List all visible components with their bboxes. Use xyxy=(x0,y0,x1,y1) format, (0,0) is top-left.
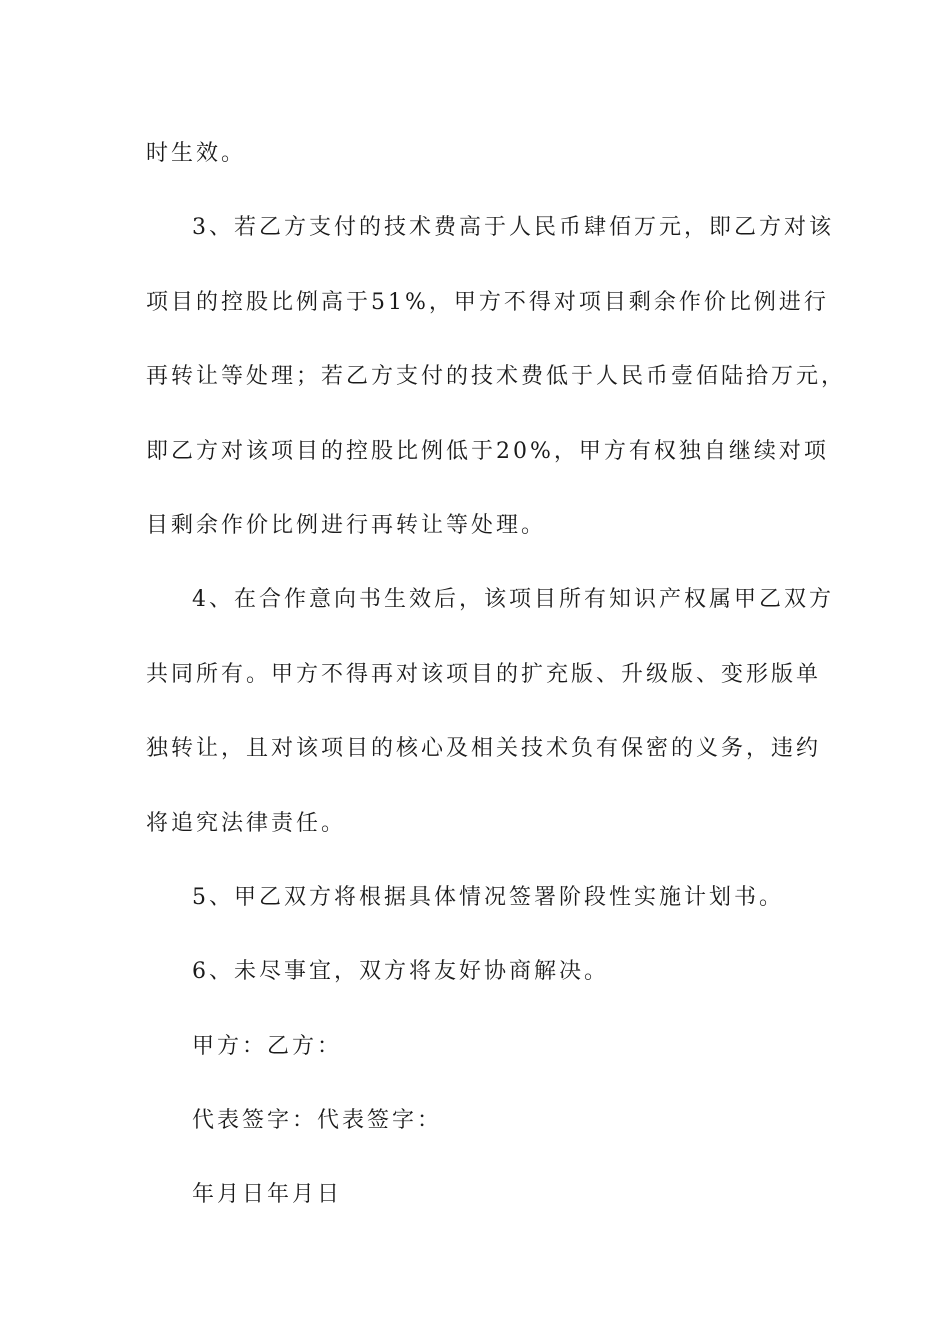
text-line: 共同所有。甲方不得再对该项目的扩充版、升级版、变形版单 xyxy=(146,661,822,687)
text-line: 时生效。 xyxy=(146,141,247,166)
text-line: 目剩余作价比例进行再转让等处理。 xyxy=(146,512,547,538)
clause-5-line: 5、甲乙双方将根据具体情况签署阶段性实施计划书。 xyxy=(192,884,784,910)
date-labels: 年月日年月日 xyxy=(192,1182,343,1208)
signature-labels: 代表签字：代表签字： xyxy=(192,1108,443,1134)
clause-6-line: 6、未尽事宜，双方将友好协商解决。 xyxy=(192,959,609,985)
clause-4-line: 4、在合作意向书生效后，该项目所有知识产权属甲乙双方 xyxy=(192,587,834,613)
clause-3-line: 3、若乙方支付的技术费高于人民币肆佰万元，即乙方对该 xyxy=(192,215,834,241)
party-labels: 甲方：乙方： xyxy=(192,1033,343,1059)
text-line: 再转让等处理；若乙方支付的技术费低于人民币壹佰陆拾万元， xyxy=(146,364,847,390)
document-body xyxy=(146,128,847,1244)
text-line: 独转让，且对该项目的核心及相关技术负有保密的义务，违约 xyxy=(146,736,822,762)
text-line: 项目的控股比例高于51%，甲方不得对项目剩余作价比例进行 xyxy=(146,289,829,315)
text-line: 将追究法律责任。 xyxy=(146,810,347,836)
text-line: 即乙方对该项目的控股比例低于20%，甲方有权独自继续对项 xyxy=(146,438,829,464)
